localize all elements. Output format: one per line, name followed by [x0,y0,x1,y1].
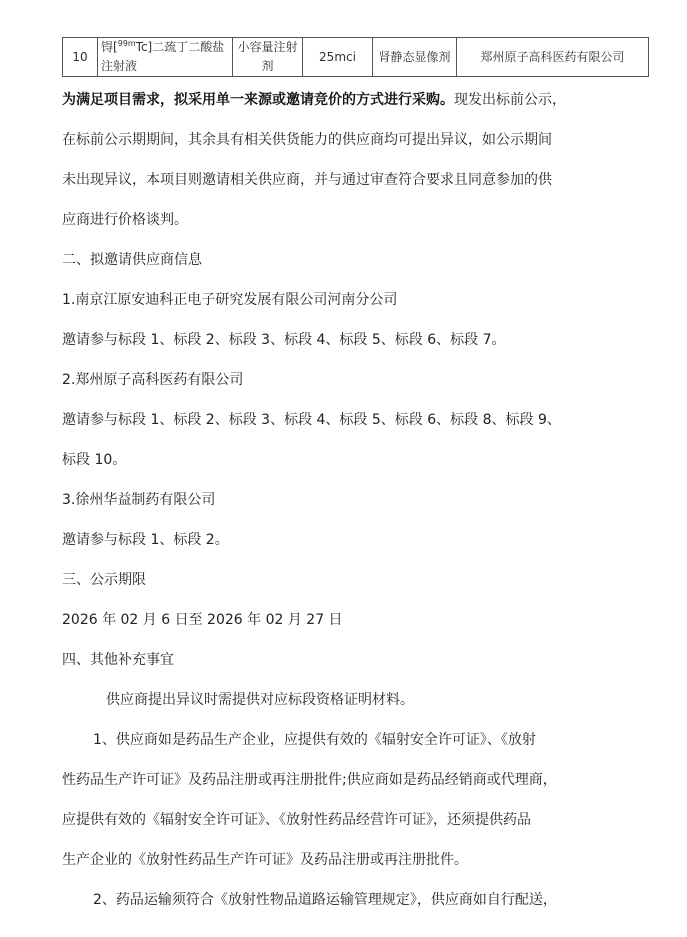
para1-line1 [62,90,652,110]
period-text: 2026 年 02 月 6 日至 2026 年 02 月 27 日 [62,612,343,628]
para1-rest-text: 现发出标前公示， [454,92,566,108]
table-row [63,38,649,77]
drug-name-suffix: Tc]二巯丁二酸盐注射液 [101,40,225,73]
para1-line3: 未出现异议，本项目则邀请相关供应商，并与通过审查符合要求且同意参加的供 [62,172,552,188]
spec-cell: 25mci [303,38,373,77]
section2-title: 二、拟邀请供应商信息 [62,252,202,268]
company-cell: 郑州原子高科医药有限公司 [457,38,649,77]
supplier1-invite: 邀请参与标段 1、标段 2、标段 3、标段 4、标段 5、标段 6、标段 7。 [62,332,506,348]
note2-line1: 2、药品运输须符合《放射性物品道路运输管理规定》，供应商如自行配送， [93,892,557,908]
supplier1-name: 1.南京江原安迪科正电子研究发展有限公司河南分公司 [62,292,398,308]
section3-title: 三、公示期限 [62,572,146,588]
supplier3-name: 3.徐州华益制药有限公司 [62,492,216,508]
note1-line4: 生产企业的《放射性药品生产许可证》及药品注册或再注册批件。 [62,852,468,868]
note1-line3: 应提供有效的《辐射安全许可证》、《放射性药品经营许可证》，还须提供药品 [62,812,531,828]
row-number: 10 [63,38,98,77]
note1-line1: 1、供应商如是药品生产企业，应提供有效的《辐射安全许可证》、《放射 [93,732,536,748]
usage-cell: 肾静态显像剂 [373,38,457,77]
para1-line2: 在标前公示期期间，其余具有相关供货能力的供应商均可提出异议，如公示期间 [62,132,552,148]
section4-title: 四、其他补充事宜 [62,652,174,668]
drug-name-prefix: 锝[ [101,40,118,54]
note-intro: 供应商提出异议时需提供对应标段资格证明材料。 [106,692,414,708]
supplier2-invite-line2: 标段 10。 [62,452,127,468]
note1-line2: 性药品生产许可证》及药品注册或再注册批件;供应商如是药品经销商或代理商， [62,772,557,788]
drug-name-cell [98,38,233,77]
para1-bold-text: 为满足项目需求，拟采用单一来源或邀请竞价的方式进行采购。 [62,92,454,108]
supplier2-name: 2.郑州原子高科医药有限公司 [62,372,244,388]
para1-line4: 应商进行价格谈判。 [62,212,188,228]
supplier3-invite: 邀请参与标段 1、标段 2。 [62,532,229,548]
product-table [62,37,649,77]
isotope-superscript: 99m [117,39,136,48]
dosage-form-cell: 小容量注射剂 [233,38,303,77]
supplier2-invite-line1: 邀请参与标段 1、标段 2、标段 3、标段 4、标段 5、标段 6、标段 8、标段 9、 [62,412,561,428]
